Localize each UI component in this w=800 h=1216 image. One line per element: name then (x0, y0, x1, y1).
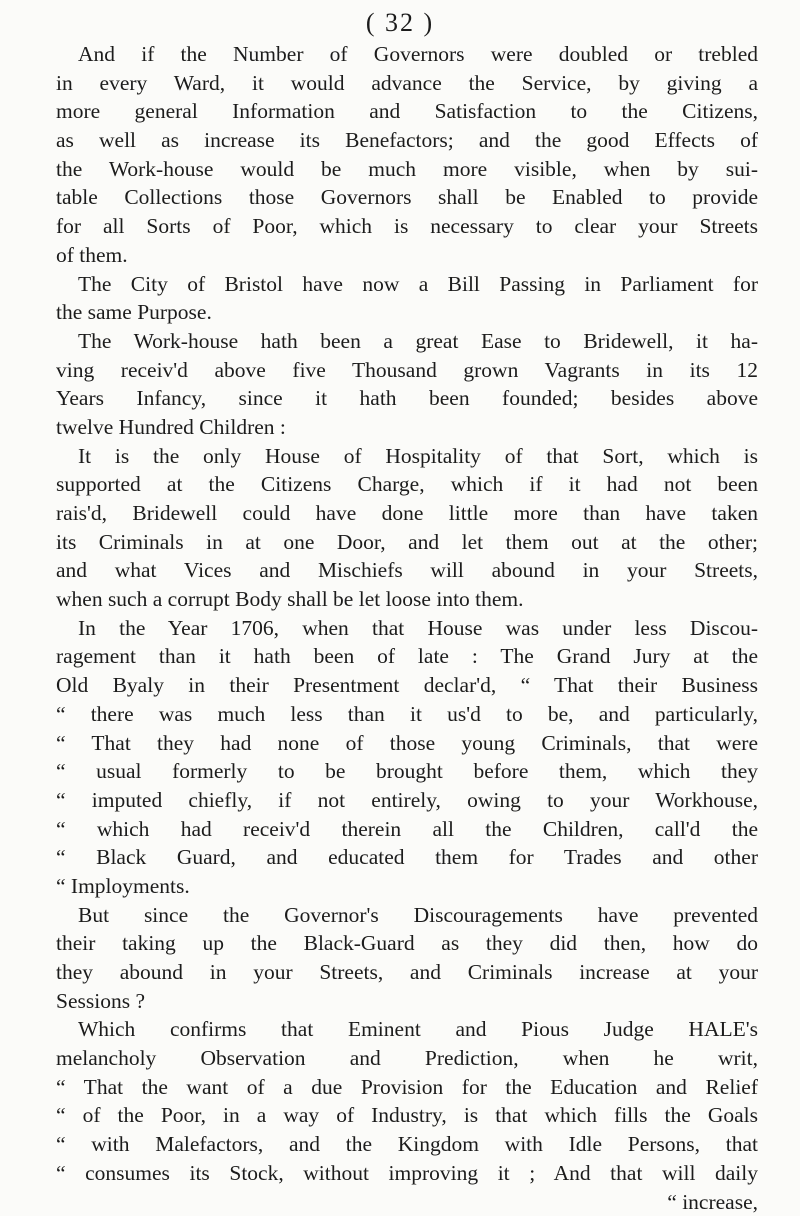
body-text (56, 40, 758, 1216)
text-line: It is the only House of Hospitality of that Sort, which is (56, 442, 758, 471)
text-line: when such a corrupt Body shall be let loose into them. (56, 585, 758, 614)
text-line: The Work-house hath been a great Ease to Bridewell, it ha- (56, 327, 758, 356)
text-line: “ Black Guard, and educated them for Trades and other (56, 843, 758, 872)
text-line: ragement than it hath been of late : The Grand Jury at the (56, 642, 758, 671)
page-number: ( 32 ) (0, 8, 800, 38)
text-line: in every Ward, it would advance the Service, by giving a (56, 69, 758, 98)
text-line: melancholy Observation and Prediction, when he writ, (56, 1044, 758, 1073)
text-line: “ of the Poor, in a way of Industry, is that which fills the Goals (56, 1101, 758, 1130)
text-line: “ imputed chiefly, if not entirely, owing to your Workhouse, (56, 786, 758, 815)
text-line: of them. (56, 241, 758, 270)
text-line: Years Infancy, since it hath been founded; besides above (56, 384, 758, 413)
text-line: supported at the Citizens Charge, which if it had not been (56, 470, 758, 499)
text-line: And if the Number of Governors were doubled or trebled (56, 40, 758, 69)
text-line: “ there was much less than it us'd to be, and particularly, (56, 700, 758, 729)
text-line: “ That the want of a due Provision for the Education and Relief (56, 1073, 758, 1102)
text-line: But since the Governor's Discouragements have prevented (56, 901, 758, 930)
text-line: Which confirms that Eminent and Pious Judge HALE's (56, 1015, 758, 1044)
text-line: as well as increase its Benefactors; and the good Effects of (56, 126, 758, 155)
text-line: “ Imployments. (56, 872, 758, 901)
text-line: for all Sorts of Poor, which is necessary to clear your Streets (56, 212, 758, 241)
text-line: ving receiv'd above five Thousand grown Vagrants in its 12 (56, 356, 758, 385)
text-line: The City of Bristol have now a Bill Passing in Parliament for (56, 270, 758, 299)
text-line: twelve Hundred Children : (56, 413, 758, 442)
text-line: they abound in your Streets, and Criminals increase at your (56, 958, 758, 987)
text-line: Sessions ? (56, 987, 758, 1016)
text-line: “ usual formerly to be brought before them, which they (56, 757, 758, 786)
text-line: table Collections those Governors shall be Enabled to provide (56, 183, 758, 212)
text-line: “ That they had none of those young Criminals, that were (56, 729, 758, 758)
text-line: more general Information and Satisfaction to the Citizens, (56, 97, 758, 126)
text-line: “ which had receiv'd therein all the Children, call'd the (56, 815, 758, 844)
text-line: In the Year 1706, when that House was under less Discou- (56, 614, 758, 643)
text-line: “ with Malefactors, and the Kingdom with Idle Persons, that (56, 1130, 758, 1159)
text-line: their taking up the Black-Guard as they did then, how do (56, 929, 758, 958)
text-line: rais'd, Bridewell could have done little more than have taken (56, 499, 758, 528)
text-line: and what Vices and Mischiefs will abound in your Streets, (56, 556, 758, 585)
text-line: its Criminals in at one Door, and let them out at the other; (56, 528, 758, 557)
text-line: “ increase, (56, 1188, 758, 1216)
text-line: the Work-house would be much more visible, when by sui- (56, 155, 758, 184)
text-line: the same Purpose. (56, 298, 758, 327)
text-line: Old Byaly in their Presentment declar'd, “ That their Business (56, 671, 758, 700)
text-line: “ consumes its Stock, without improving it ; And that will daily (56, 1159, 758, 1188)
